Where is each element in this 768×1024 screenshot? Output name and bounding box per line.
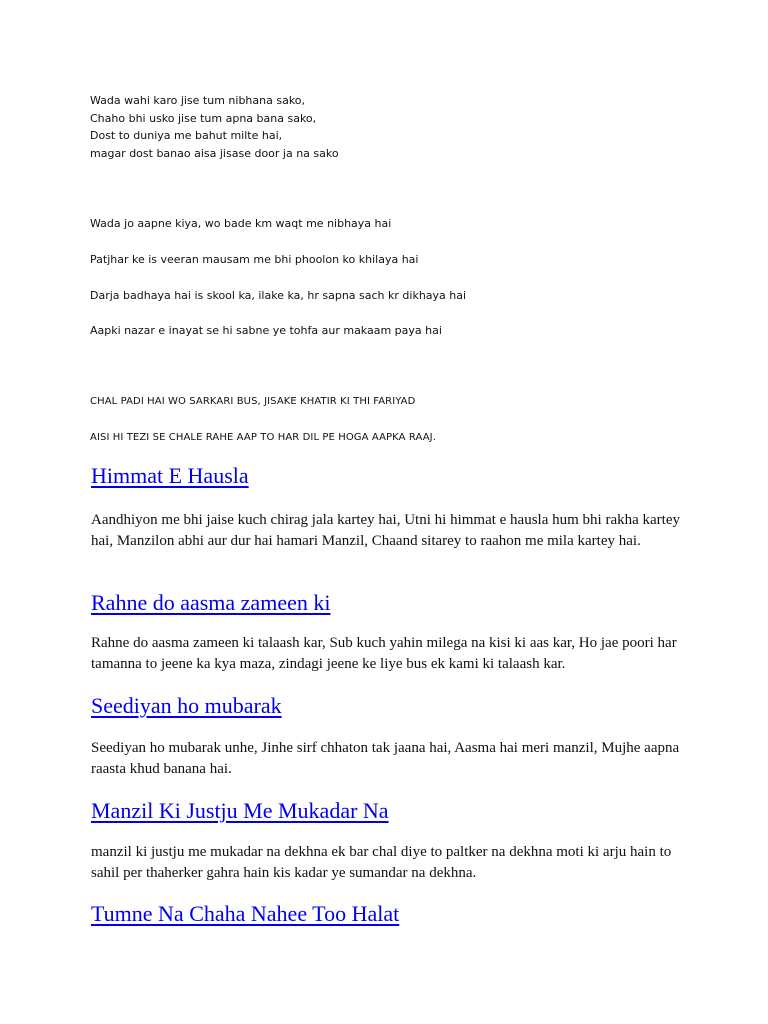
poem-line: Wada jo aapne kiya, wo bade km waqt me nibhaya hai xyxy=(90,217,392,230)
caps-line: CHAL PADI HAI WO SARKARI BUS, JISAKE KHATIR KI THI FARIYAD xyxy=(90,396,416,407)
poem-line: Wada wahi karo jise tum nibhana sako, xyxy=(90,94,306,107)
section-heading-link[interactable]: Tumne Na Chaha Nahee Too Halat xyxy=(91,901,400,926)
poem-line: Darja badhaya hai is skool ka, ilake ka, hr sapna sach kr dikhaya hai xyxy=(90,289,467,302)
caps-line: AISI HI TEZI SE CHALE RAHE AAP TO HAR DIL PE HOGA AAPKA RAAJ. xyxy=(90,432,436,443)
poem-line: magar dost banao aisa jisase door ja na sako xyxy=(90,147,339,160)
section-heading-link[interactable]: Manzil Ki Justju Me Mukadar Na xyxy=(91,798,389,823)
section-heading-link[interactable]: Seediyan ho mubarak xyxy=(91,693,282,718)
section-paragraph: Aandhiyon me bhi jaise kuch chirag jala kartey hai, Utni hi himmat e hausla hum bhi rakha kartey hai, Manzilon abhi aur dur hai hamari Manzil, Chaand sitarey to raahon me mila kartey hai. xyxy=(91,512,680,549)
section-heading-link[interactable]: Himmat E Hausla xyxy=(91,463,249,488)
poem-line: Chaho bhi usko jise tum apna bana sako, xyxy=(90,112,317,125)
section-heading-link[interactable]: Rahne do aasma zameen ki xyxy=(91,590,331,615)
poem-line: Aapki nazar e inayat se hi sabne ye tohfa aur makaam paya hai xyxy=(90,324,442,337)
poem-line: Dost to duniya me bahut milte hai, xyxy=(90,129,283,142)
section-paragraph: Rahne do aasma zameen ki talaash kar, Sub kuch yahin milega na kisi ki aas kar, Ho jae poori har tamanna to jeene ka kya maza, zindagi jeene ke liye bus ek kami ki talaash kar. xyxy=(91,635,677,672)
poem-line: Patjhar ke is veeran mausam me bhi phoolon ko khilaya hai xyxy=(90,253,419,266)
section-paragraph: Seediyan ho mubarak unhe, Jinhe sirf chhaton tak jaana hai, Aasma hai meri manzil, Mujhe aapna raasta khud banana hai. xyxy=(91,740,680,777)
section-paragraph: manzil ki justju me mukadar na dekhna ek bar chal diye to paltker na dekhna moti ki arju hain to sahil per thaherker gahra hain kis kadar ye sumandar na dekhna. xyxy=(91,844,672,881)
